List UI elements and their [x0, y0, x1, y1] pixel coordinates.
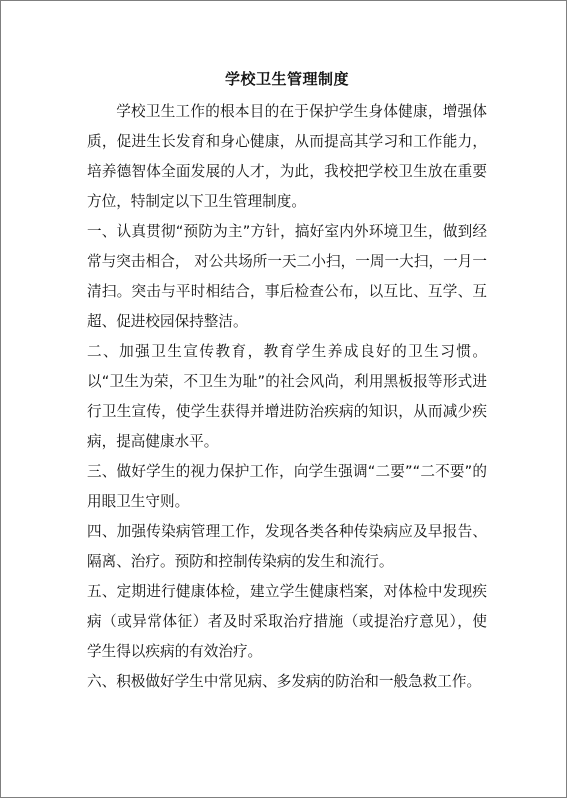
rule-paragraph-4: 四、加强传染病管理工作，发现各类各种传染病应及早报告、隔离、治疗。预防和控制传染病的发生和流行。: [87, 523, 487, 570]
document-title: 学校卫生管理制度: [224, 70, 349, 88]
rule-paragraph-2: 二、加强卫生宣传教育，教育学生养成良好的卫生习惯。以“卫生为荣，不卫生为耻”的社会风尚，利用黑板报等形式进行卫生宣传，使学生获得并增进防治疾病的知识，从而减少疾病，提高健康水平。: [87, 343, 487, 450]
rule-paragraph-1: 一、认真贯彻“预防为主”方针，搞好室内外环境卫生，做到经常与突击相合， 对公共场所一天二小扫，一周一大扫，一月一清扫。突击与平时相结合，事后检查公布，以互比、互学、互超、促进校园保持整洁。: [87, 223, 487, 330]
intro-paragraph: 学校卫生工作的根本目的在于保护学生身体健康，增强体质，促进生长发育和身心健康，从而提高其学习和工作能力，培养德智体全面发展的人才，为此，我校把学校卫生放在重要方位，特制定以下卫生管理制度。: [87, 103, 487, 210]
rule-paragraph-6: 六、积极做好学生中常见病、多发病的防治和一般急救工作。: [87, 673, 482, 690]
rule-paragraph-3: 三、做好学生的视力保护工作，向学生强调“二要”“二不要”的用眼卫生守则。: [87, 463, 487, 510]
rule-paragraph-5: 五、定期进行健康体检，建立学生健康档案，对体检中发现疾病（或异常体征）者及时采取治疗措施（或提治疗意见），使学生得以疾病的有效治疗。: [87, 583, 487, 660]
document-body: [87, 67, 487, 697]
